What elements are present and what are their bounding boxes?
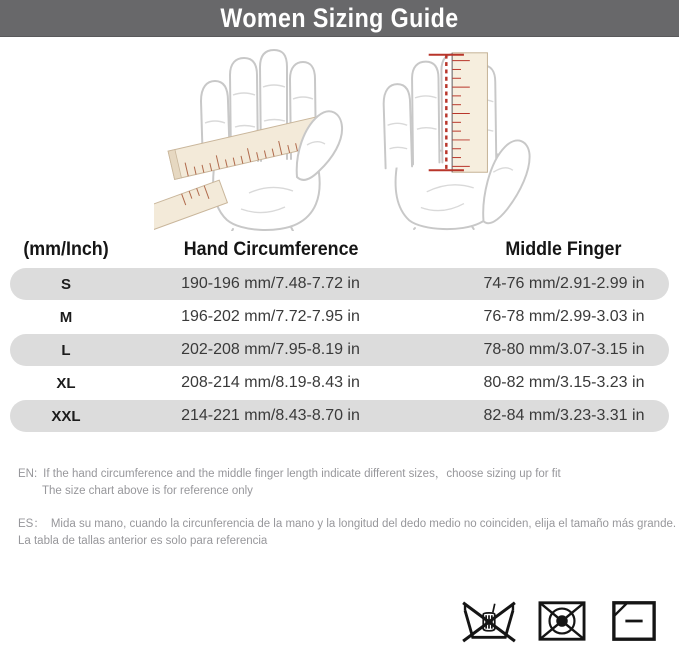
note-en bbox=[18, 466, 679, 500]
table-row-s bbox=[10, 268, 669, 300]
dry-flat-in-shade-icon bbox=[605, 598, 663, 644]
hand-circumference-value: 196-202 mm/7.72-7.95 in bbox=[181, 308, 360, 325]
middle-finger-value: 80-82 mm/3.15-3.23 in bbox=[483, 374, 645, 391]
middle-finger-illustration bbox=[368, 43, 554, 231]
table-header-row bbox=[10, 235, 669, 265]
size-label: M bbox=[59, 308, 73, 326]
table-row-m bbox=[10, 301, 669, 333]
note-es-line2: La tabla de tallas anterior es solo para referencia bbox=[18, 535, 268, 547]
note-en-line1: If the hand circumference and the middle finger length indicate different sizes，choose sizing up for fit bbox=[43, 468, 561, 480]
hand-circumference-value: 214-221 mm/8.43-8.70 in bbox=[181, 407, 360, 424]
note-en-line2: The size chart above is for reference only bbox=[42, 485, 253, 497]
do-not-tumble-dry-icon bbox=[532, 598, 592, 644]
size-table bbox=[0, 235, 679, 432]
size-label: L bbox=[61, 341, 71, 359]
hand-circumference-illustration bbox=[154, 43, 350, 231]
table-row-xl bbox=[10, 367, 669, 399]
do-not-wash-icon bbox=[459, 598, 519, 644]
middle-finger-value: 74-76 mm/2.91-2.99 in bbox=[483, 275, 645, 292]
note-es-line1: Mida su mano, cuando la circunferencia de la mano y la longitud del dedo medio no coinciden, elija el tamaño más grande. bbox=[50, 518, 677, 530]
table-row-l bbox=[10, 334, 669, 366]
finger-ruler bbox=[452, 53, 487, 172]
size-label: XXL bbox=[51, 407, 81, 425]
note-es-label: ES： bbox=[18, 518, 45, 530]
middle-finger-value: 82-84 mm/3.23-3.31 in bbox=[483, 407, 645, 424]
column-header-middle-finger: Middle Finger bbox=[505, 239, 622, 260]
note-es bbox=[18, 516, 679, 550]
middle-finger-value: 78-80 mm/3.07-3.15 in bbox=[483, 341, 645, 358]
measurement-illustrations bbox=[0, 43, 679, 233]
notes-section bbox=[18, 466, 679, 550]
size-label: XL bbox=[56, 374, 76, 392]
hand-circumference-value: 190-196 mm/7.48-7.72 in bbox=[181, 275, 360, 292]
hand-circumference-value: 202-208 mm/7.95-8.19 in bbox=[181, 341, 360, 358]
middle-finger-value: 76-78 mm/2.99-3.03 in bbox=[483, 308, 645, 325]
note-en-label: EN: bbox=[18, 468, 38, 480]
care-icons bbox=[459, 598, 663, 644]
column-header-unit: (mm/Inch) bbox=[23, 239, 109, 260]
size-label: S bbox=[60, 275, 71, 293]
table-row-xxl bbox=[10, 400, 669, 432]
title-bar bbox=[0, 0, 679, 37]
hand-circumference-value: 208-214 mm/8.19-8.43 in bbox=[181, 374, 360, 391]
page-title: Women Sizing Guide bbox=[220, 2, 459, 33]
column-header-hand-circumference: Hand Circumference bbox=[183, 239, 359, 260]
